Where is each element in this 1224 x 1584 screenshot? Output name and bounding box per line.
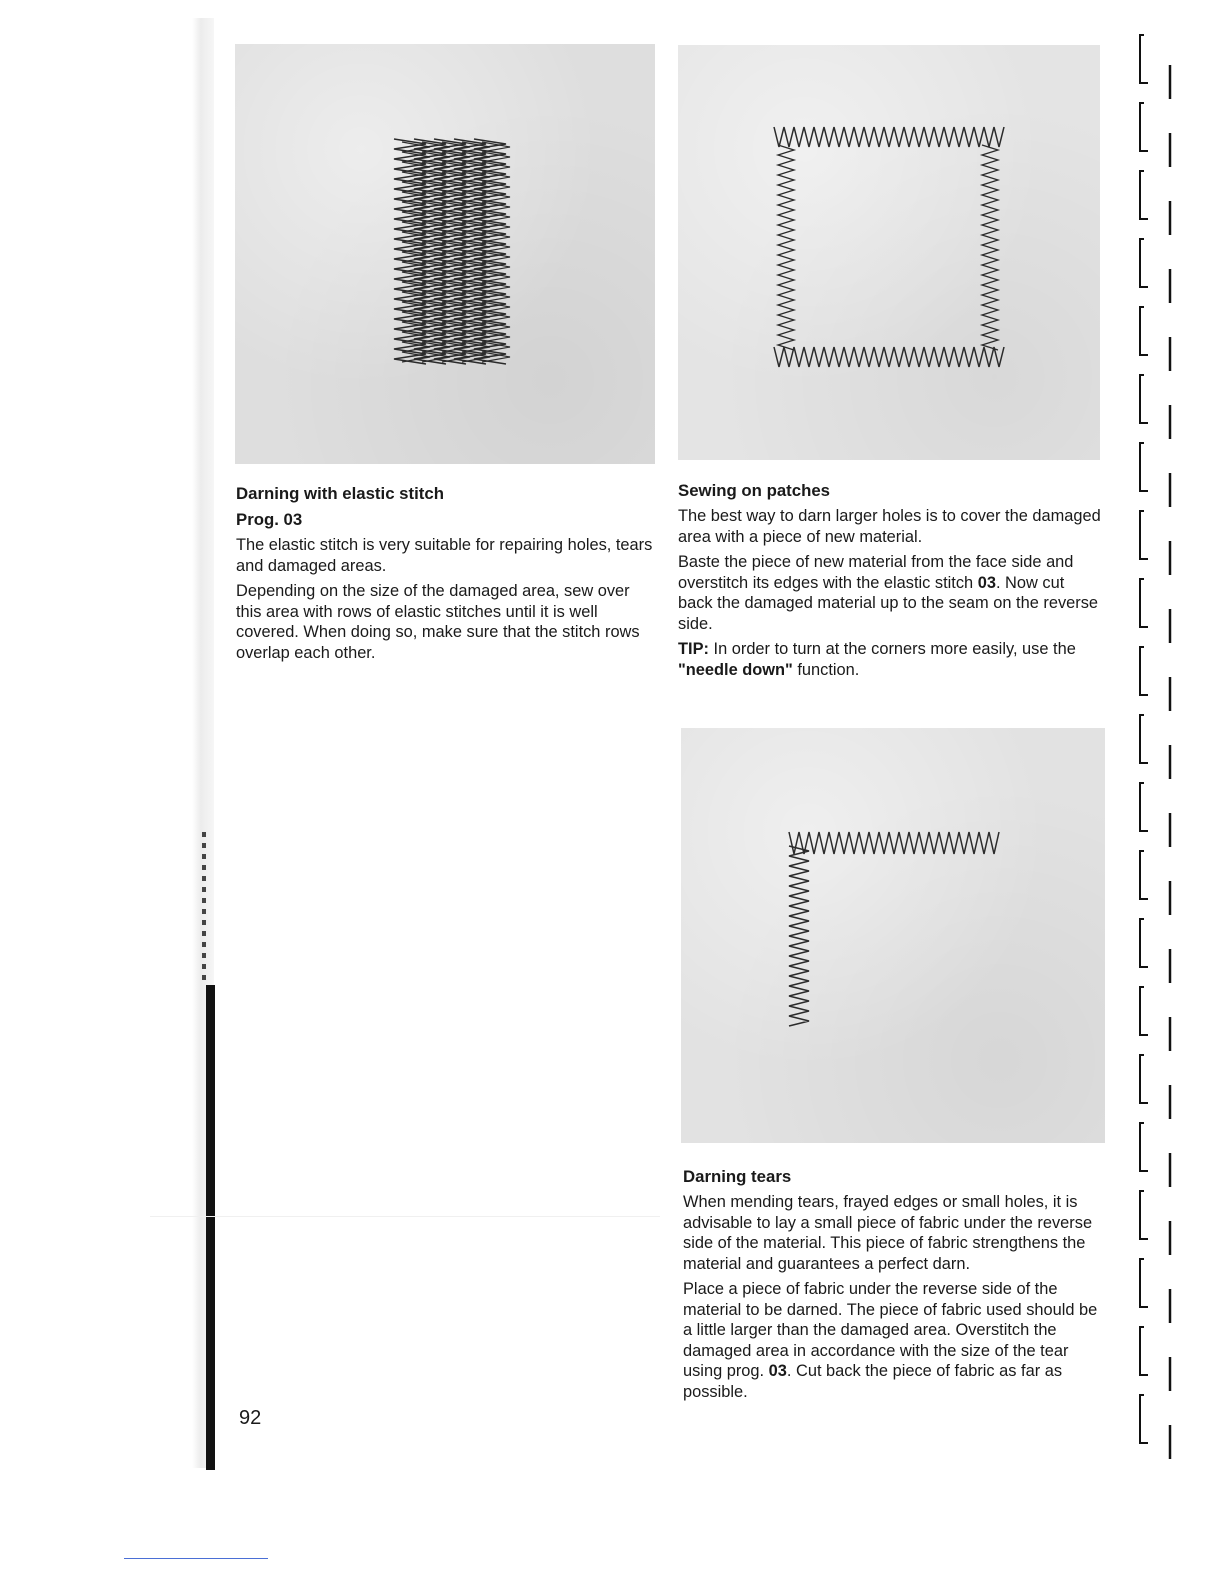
patches-paragraph-1: The best way to darn larger holes is to cover the damaged area with a piece of new material. bbox=[678, 507, 1101, 546]
patch-stitch-top bbox=[774, 127, 1004, 147]
binding-marks bbox=[202, 832, 206, 982]
patch-stitch-left bbox=[778, 145, 794, 350]
index-tab-marks bbox=[1130, 20, 1190, 1460]
patch-stitch-right bbox=[982, 145, 998, 350]
tip-text-b: function. bbox=[792, 660, 860, 679]
index-tab-bracket bbox=[1140, 239, 1148, 287]
index-tab-bracket bbox=[1140, 1395, 1148, 1443]
tip-label: TIP: bbox=[678, 640, 709, 658]
patches-p2-code: 03 bbox=[977, 573, 996, 592]
patches-section bbox=[678, 480, 1103, 685]
index-tab-bracket bbox=[1140, 1259, 1148, 1307]
index-tab-bracket bbox=[1140, 1055, 1148, 1103]
tears-title: Darning tears bbox=[683, 1167, 792, 1186]
patch-stitch-illustration bbox=[678, 45, 1100, 460]
darning-elastic-title: Darning with elastic stitch bbox=[236, 484, 444, 503]
patches-p2-text-a: Baste the piece of new material from the face side and overstitch its edges with the elastic stitch bbox=[678, 553, 1074, 592]
index-tab-bracket bbox=[1140, 1123, 1148, 1171]
tears-paragraph-2 bbox=[683, 1279, 1108, 1402]
patches-tip bbox=[678, 639, 1103, 680]
tears-p2-code: 03 bbox=[768, 1362, 787, 1380]
index-tab-bracket bbox=[1140, 851, 1148, 899]
index-tab-bracket bbox=[1140, 35, 1148, 83]
darning-elastic-section bbox=[236, 483, 658, 668]
index-tab-bracket bbox=[1140, 715, 1148, 763]
index-tab-bracket bbox=[1140, 511, 1148, 559]
footer-rule bbox=[124, 1558, 268, 1559]
tear-stitch-horizontal bbox=[789, 832, 999, 854]
index-tab-bracket bbox=[1140, 1191, 1148, 1239]
index-tab-bracket bbox=[1140, 1327, 1148, 1375]
tear-photo bbox=[681, 728, 1105, 1143]
patches-title: Sewing on patches bbox=[678, 481, 830, 500]
index-tab-bracket bbox=[1140, 375, 1148, 423]
faint-guide-line bbox=[150, 1216, 660, 1217]
patch-stitch-bottom bbox=[774, 347, 1004, 367]
darning-elastic-paragraph-2: Depending on the size of the damaged area, sew over this area with rows of elastic stitches until it is well covered. When doing so, make sure that the stitch rows overlap each other. bbox=[236, 582, 640, 662]
patches-paragraph-2 bbox=[678, 552, 1103, 634]
darning-elastic-paragraph-1: The elastic stitch is very suitable for repairing holes, tears and damaged areas. bbox=[236, 536, 653, 575]
patch-photo bbox=[678, 45, 1100, 460]
index-tab-bracket bbox=[1140, 647, 1148, 695]
tears-p2-text-a: Place a piece of fabric under the reverse side of the material to be darned. The piece of fabric used should be a little larger than the damaged area. Overstitch the damaged area in accordance with the size of the tear using prog. bbox=[683, 1280, 1098, 1380]
index-tab-bracket bbox=[1140, 579, 1148, 627]
tear-stitch-illustration bbox=[681, 728, 1105, 1143]
patches-p2-text-b: . Now cut back the damaged material up to the seam on the reverse side. bbox=[678, 573, 1099, 633]
index-tab-bracket bbox=[1140, 443, 1148, 491]
index-tab-bracket bbox=[1140, 987, 1148, 1035]
darning-elastic-program: Prog. 03 bbox=[236, 510, 303, 529]
tears-p2-text-b: . Cut back the piece of fabric as far as possible. bbox=[683, 1362, 1063, 1401]
darning-stitch-illustration bbox=[235, 44, 655, 464]
index-tab-bracket bbox=[1140, 103, 1148, 151]
index-tab-bracket bbox=[1140, 919, 1148, 967]
index-tab-bracket bbox=[1140, 307, 1148, 355]
tip-needle-down: "needle down" bbox=[678, 660, 793, 679]
page-number: 92 bbox=[239, 1407, 262, 1429]
binding-edge bbox=[206, 985, 215, 1470]
tears-paragraph-1: When mending tears, frayed edges or small holes, it is advisable to lay a small piece of fabric under the reverse side of the material. This piece of fabric strengthens the material and guarantees a perfect darn. bbox=[683, 1193, 1093, 1273]
darning-photo bbox=[235, 44, 655, 464]
tip-text-a: In order to turn at the corners more easily, use the bbox=[708, 640, 1076, 658]
index-tab-bracket bbox=[1140, 783, 1148, 831]
tears-section bbox=[683, 1166, 1108, 1407]
tear-stitch-vertical bbox=[789, 846, 809, 1026]
index-tab-bracket bbox=[1140, 171, 1148, 219]
